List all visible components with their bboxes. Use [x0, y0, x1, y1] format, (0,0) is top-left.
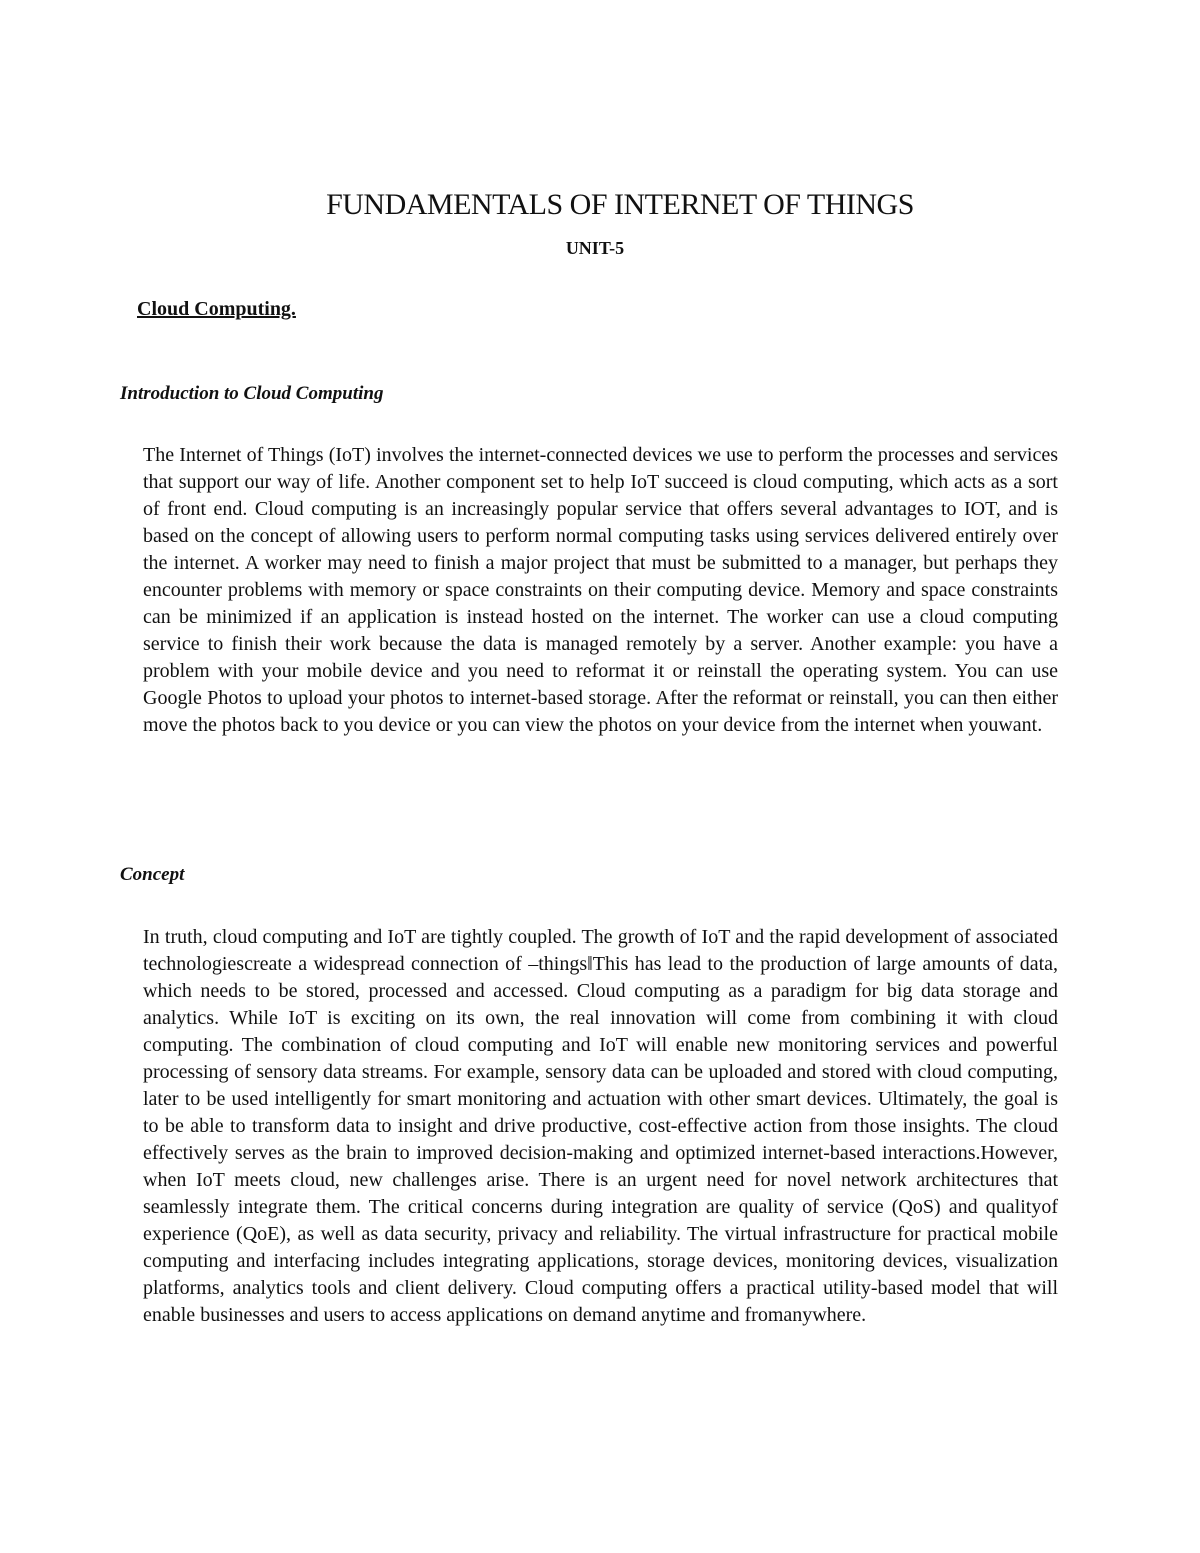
document-title: FUNDAMENTALS OF INTERNET OF THINGS [326, 188, 914, 221]
subsection-heading-concept: Concept [120, 864, 185, 885]
concept-paragraph: In truth, cloud computing and IoT are tightly coupled. The growth of IoT and the rapid development of associated technologiescreate a widespread connection of –things‖This has lead to the production of large amounts of data, which needs to be stored, processed and accessed. Cloud computing as a paradigm for big data storage and analytics. While IoT is exciting on its own, the real innovation will come from combining it with cloud computing. The combination of cloud computing and IoT will enable new monitoring services and powerful processing of sensory data streams. For example, sensory data can be uploaded and stored with cloud computing, later to be used intelligently for smart monitoring and actuation with other smart devices. Ultimately, the goal is to be able to transform data to insight and drive productive, cost-effective action from those insights. The cloud effectively serves as the brain to improved decision-making and optimized internet-based interactions.However, when IoT meets cloud, new challenges arise. There is an urgent need for novel network architectures that seamlessly integrate them. The critical concerns during integration are quality of service (QoS) and qualityof experience (QoE), as well as data security, privacy and reliability. The virtual infrastructure for practical mobile computing and interfacing includes integrating applications, storage devices, monitoring devices, visualization platforms, analytics tools and client delivery. Cloud computing offers a practical utility-based model that will enable businesses and users to access applications on demand anytime and fromanywhere. [143, 926, 1058, 1326]
unit-label: UNIT-5 [565, 238, 625, 258]
introduction-paragraph: The Internet of Things (IoT) involves the internet-connected devices we use to perform the processes and services that support our way of life. Another component set to help IoT succeed is cloud computing, which acts as a sort of front end. Cloud computing is an increasingly popular service that offers several advantages to IOT, and is based on the concept of allowing users to perform normal computing tasks using services delivered entirely over the internet. A worker may need to finish a major project that must be submitted to a manager, but perhaps they encounter problems with memory or space constraints on their computing device. Memory and space constraints can be minimized if an application is instead hosted on the internet. The worker can use a cloud computing service to finish their work because the data is managed remotely by a server. Another example: you have a problem with your mobile device and you need to reformat it or reinstall the operating system. You can use Google Photos to upload your photos to internet-based storage. After the reformat or reinstall, you can then either move the photos back to you device or you can view the photos on your device from the internet when youwant. [143, 444, 1058, 736]
section-heading: Cloud Computing. [137, 298, 296, 320]
subsection-heading-introduction: Introduction to Cloud Computing [120, 383, 384, 404]
